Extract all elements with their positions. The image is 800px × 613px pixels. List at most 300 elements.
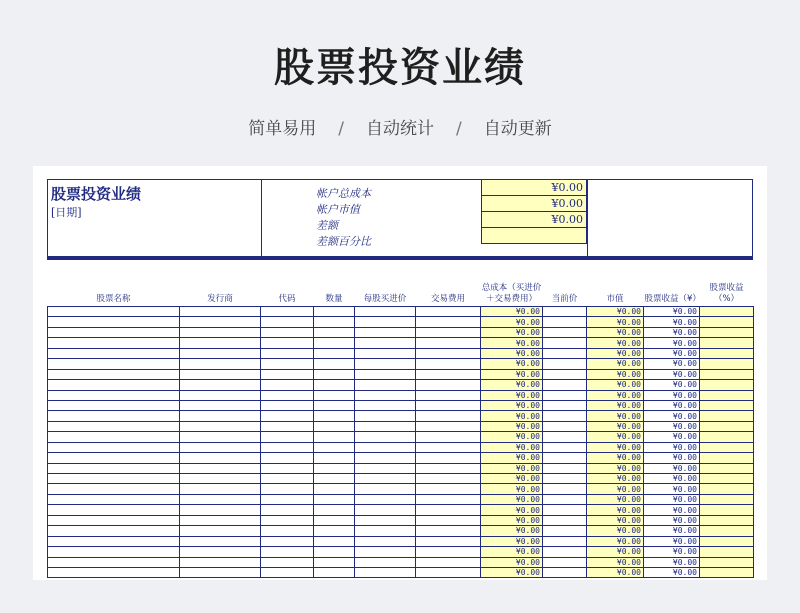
table-cell[interactable] [314,348,355,358]
table-cell[interactable] [314,380,355,390]
table-cell[interactable] [180,317,261,327]
table-cell[interactable] [416,390,481,400]
col-stock-name[interactable]: 股票名称 [48,272,180,307]
table-cell[interactable] [700,484,754,494]
table-cell[interactable] [416,411,481,421]
table-cell[interactable] [314,484,355,494]
table-cell[interactable]: ¥0.00 [644,421,700,431]
table-cell[interactable]: ¥0.00 [587,369,644,379]
table-cell[interactable] [416,442,481,452]
table-cell[interactable] [314,327,355,337]
table-cell[interactable]: ¥0.00 [481,421,543,431]
table-cell[interactable] [355,348,416,358]
table-cell[interactable]: ¥0.00 [587,515,644,525]
value-difference[interactable]: ¥0.00 [481,212,587,228]
table-cell[interactable] [48,317,180,327]
table-cell[interactable] [261,369,314,379]
table-cell[interactable]: ¥0.00 [481,442,543,452]
table-cell[interactable] [261,484,314,494]
table-cell[interactable] [180,557,261,567]
table-cell[interactable]: ¥0.00 [481,348,543,358]
table-cell[interactable] [48,348,180,358]
table-cell[interactable] [700,547,754,557]
table-cell[interactable] [314,505,355,515]
table-cell[interactable] [180,411,261,421]
table-cell[interactable] [700,380,754,390]
table-cell[interactable] [314,474,355,484]
table-cell[interactable] [261,463,314,473]
table-cell[interactable] [261,359,314,369]
table-cell[interactable] [543,338,587,348]
table-cell[interactable] [355,547,416,557]
table-cell[interactable] [261,474,314,484]
table-cell[interactable] [48,474,180,484]
table-cell[interactable] [700,505,754,515]
table-cell[interactable] [180,432,261,442]
table-cell[interactable] [355,338,416,348]
table-cell[interactable]: ¥0.00 [587,348,644,358]
table-cell[interactable] [48,526,180,536]
table-cell[interactable] [261,390,314,400]
table-cell[interactable] [261,421,314,431]
table-cell[interactable] [314,317,355,327]
table-cell[interactable] [416,505,481,515]
table-cell[interactable] [355,317,416,327]
table-cell[interactable] [180,547,261,557]
table-cell[interactable] [261,327,314,337]
table-cell[interactable] [355,390,416,400]
table-cell[interactable] [314,400,355,410]
table-cell[interactable] [180,348,261,358]
table-cell[interactable] [416,526,481,536]
table-cell[interactable]: ¥0.00 [644,505,700,515]
table-cell[interactable] [355,359,416,369]
table-cell[interactable]: ¥0.00 [587,421,644,431]
table-cell[interactable] [180,515,261,525]
table-cell[interactable]: ¥0.00 [587,557,644,567]
table-cell[interactable] [355,567,416,577]
table-cell[interactable]: ¥0.00 [644,432,700,442]
table-cell[interactable]: ¥0.00 [481,474,543,484]
table-cell[interactable] [700,338,754,348]
table-cell[interactable] [543,536,587,546]
table-cell[interactable] [48,307,180,317]
table-cell[interactable] [48,338,180,348]
col-gain-amount[interactable]: 股票收益（¥） [644,272,700,307]
table-cell[interactable]: ¥0.00 [587,526,644,536]
col-gain-percent[interactable]: 股票收益（%） [700,272,754,307]
table-cell[interactable] [700,411,754,421]
table-cell[interactable]: ¥0.00 [481,567,543,577]
table-cell[interactable] [180,567,261,577]
table-cell[interactable] [416,338,481,348]
table-cell[interactable] [700,515,754,525]
col-quantity[interactable]: 数量 [314,272,355,307]
table-cell[interactable] [543,317,587,327]
table-cell[interactable] [314,442,355,452]
table-cell[interactable] [355,380,416,390]
table-cell[interactable] [314,515,355,525]
table-cell[interactable] [355,432,416,442]
table-cell[interactable] [180,526,261,536]
table-cell[interactable]: ¥0.00 [481,327,543,337]
table-cell[interactable] [180,463,261,473]
table-cell[interactable]: ¥0.00 [644,547,700,557]
table-cell[interactable]: ¥0.00 [587,338,644,348]
table-cell[interactable]: ¥0.00 [587,400,644,410]
value-market-value[interactable]: ¥0.00 [481,196,587,212]
table-cell[interactable]: ¥0.00 [587,453,644,463]
table-cell[interactable] [48,567,180,577]
table-cell[interactable] [543,474,587,484]
table-cell[interactable] [314,453,355,463]
table-cell[interactable] [261,453,314,463]
table-cell[interactable] [180,380,261,390]
table-cell[interactable] [543,484,587,494]
table-cell[interactable] [48,421,180,431]
table-cell[interactable]: ¥0.00 [587,474,644,484]
table-cell[interactable]: ¥0.00 [587,547,644,557]
table-cell[interactable] [700,557,754,567]
table-cell[interactable] [355,557,416,567]
table-cell[interactable] [416,474,481,484]
table-cell[interactable] [700,453,754,463]
table-cell[interactable] [314,307,355,317]
table-cell[interactable] [416,307,481,317]
value-total-cost[interactable]: ¥0.00 [481,180,587,196]
table-cell[interactable] [700,494,754,504]
table-cell[interactable] [543,411,587,421]
table-cell[interactable] [355,526,416,536]
table-cell[interactable] [48,547,180,557]
table-cell[interactable]: ¥0.00 [587,359,644,369]
table-cell[interactable] [355,400,416,410]
table-cell[interactable] [48,453,180,463]
table-cell[interactable] [314,547,355,557]
table-cell[interactable] [180,369,261,379]
table-cell[interactable] [314,526,355,536]
table-cell[interactable] [261,526,314,536]
col-market-value[interactable]: 市值 [587,272,644,307]
table-cell[interactable] [543,307,587,317]
table-cell[interactable] [416,327,481,337]
table-cell[interactable]: ¥0.00 [587,307,644,317]
table-cell[interactable] [416,317,481,327]
col-current-price[interactable]: 当前价 [543,272,587,307]
col-buy-price[interactable]: 每股买进价 [355,272,416,307]
table-cell[interactable] [416,400,481,410]
table-cell[interactable] [416,494,481,504]
table-cell[interactable]: ¥0.00 [644,380,700,390]
table-cell[interactable] [261,567,314,577]
table-cell[interactable] [48,442,180,452]
table-cell[interactable] [355,411,416,421]
table-cell[interactable] [700,567,754,577]
table-cell[interactable] [48,411,180,421]
table-cell[interactable]: ¥0.00 [644,369,700,379]
table-cell[interactable]: ¥0.00 [644,317,700,327]
table-cell[interactable] [543,463,587,473]
table-cell[interactable]: ¥0.00 [481,484,543,494]
table-cell[interactable] [355,307,416,317]
table-cell[interactable]: ¥0.00 [587,536,644,546]
table-cell[interactable] [700,536,754,546]
table-cell[interactable] [416,369,481,379]
table-cell[interactable] [261,536,314,546]
table-cell[interactable]: ¥0.00 [481,494,543,504]
table-cell[interactable] [700,400,754,410]
table-cell[interactable]: ¥0.00 [644,453,700,463]
table-cell[interactable] [48,484,180,494]
table-cell[interactable] [416,567,481,577]
table-cell[interactable] [180,536,261,546]
table-cell[interactable] [700,359,754,369]
table-cell[interactable] [543,390,587,400]
table-cell[interactable]: ¥0.00 [587,442,644,452]
table-cell[interactable] [355,484,416,494]
table-cell[interactable] [314,557,355,567]
table-cell[interactable] [180,327,261,337]
table-cell[interactable]: ¥0.00 [587,484,644,494]
table-cell[interactable] [314,338,355,348]
table-cell[interactable]: ¥0.00 [587,494,644,504]
table-cell[interactable]: ¥0.00 [481,359,543,369]
table-cell[interactable]: ¥0.00 [587,380,644,390]
table-cell[interactable]: ¥0.00 [481,515,543,525]
table-cell[interactable]: ¥0.00 [481,369,543,379]
table-cell[interactable]: ¥0.00 [481,536,543,546]
table-cell[interactable]: ¥0.00 [481,390,543,400]
table-cell[interactable] [416,536,481,546]
table-cell[interactable]: ¥0.00 [587,567,644,577]
table-cell[interactable] [261,557,314,567]
table-cell[interactable] [180,338,261,348]
table-cell[interactable] [543,369,587,379]
table-cell[interactable]: ¥0.00 [481,557,543,567]
table-cell[interactable] [700,474,754,484]
table-cell[interactable] [700,432,754,442]
table-cell[interactable] [543,515,587,525]
table-cell[interactable]: ¥0.00 [587,390,644,400]
table-cell[interactable]: ¥0.00 [587,505,644,515]
table-cell[interactable] [314,494,355,504]
table-cell[interactable]: ¥0.00 [644,400,700,410]
table-cell[interactable] [416,453,481,463]
table-cell[interactable] [314,463,355,473]
table-cell[interactable] [180,421,261,431]
table-cell[interactable] [700,390,754,400]
table-cell[interactable] [180,359,261,369]
table-cell[interactable]: ¥0.00 [587,411,644,421]
table-cell[interactable] [700,526,754,536]
table-cell[interactable] [314,390,355,400]
table-cell[interactable] [314,369,355,379]
table-cell[interactable] [180,307,261,317]
table-cell[interactable]: ¥0.00 [644,390,700,400]
table-cell[interactable] [180,505,261,515]
table-cell[interactable] [180,484,261,494]
table-cell[interactable]: ¥0.00 [481,317,543,327]
table-cell[interactable] [261,307,314,317]
table-cell[interactable] [416,463,481,473]
table-cell[interactable] [314,536,355,546]
table-cell[interactable] [416,421,481,431]
table-cell[interactable]: ¥0.00 [644,474,700,484]
table-cell[interactable] [48,494,180,504]
table-cell[interactable]: ¥0.00 [481,526,543,536]
table-cell[interactable] [48,432,180,442]
table-cell[interactable] [543,547,587,557]
table-cell[interactable] [261,400,314,410]
table-cell[interactable] [48,400,180,410]
table-cell[interactable] [416,359,481,369]
table-cell[interactable] [700,369,754,379]
table-cell[interactable]: ¥0.00 [644,515,700,525]
table-cell[interactable] [261,317,314,327]
table-cell[interactable]: ¥0.00 [644,536,700,546]
table-cell[interactable] [355,474,416,484]
table-cell[interactable] [543,327,587,337]
table-cell[interactable] [261,442,314,452]
table-cell[interactable] [355,442,416,452]
table-cell[interactable] [543,380,587,390]
table-cell[interactable] [261,338,314,348]
table-cell[interactable] [700,317,754,327]
table-cell[interactable] [261,411,314,421]
date-cell[interactable]: [日期] [51,206,82,219]
table-cell[interactable] [48,463,180,473]
table-cell[interactable]: ¥0.00 [481,307,543,317]
table-cell[interactable] [416,547,481,557]
table-cell[interactable] [180,442,261,452]
table-cell[interactable]: ¥0.00 [644,411,700,421]
table-cell[interactable] [543,348,587,358]
table-cell[interactable]: ¥0.00 [481,432,543,442]
table-cell[interactable]: ¥0.00 [481,453,543,463]
table-cell[interactable]: ¥0.00 [481,505,543,515]
col-code[interactable]: 代码 [261,272,314,307]
table-cell[interactable]: ¥0.00 [481,338,543,348]
table-cell[interactable]: ¥0.00 [644,359,700,369]
value-difference-percent[interactable] [481,228,587,244]
table-cell[interactable] [700,348,754,358]
table-cell[interactable] [416,484,481,494]
table-cell[interactable]: ¥0.00 [644,484,700,494]
table-cell[interactable] [543,400,587,410]
table-cell[interactable] [543,453,587,463]
table-cell[interactable] [261,505,314,515]
table-cell[interactable] [48,390,180,400]
table-cell[interactable]: ¥0.00 [481,463,543,473]
table-cell[interactable] [355,453,416,463]
table-cell[interactable] [355,327,416,337]
table-cell[interactable] [700,327,754,337]
table-cell[interactable] [314,432,355,442]
col-fee[interactable]: 交易费用 [416,272,481,307]
table-cell[interactable] [700,307,754,317]
table-cell[interactable] [48,359,180,369]
table-cell[interactable] [314,567,355,577]
table-cell[interactable] [180,390,261,400]
table-cell[interactable] [543,526,587,536]
table-cell[interactable] [543,494,587,504]
table-cell[interactable]: ¥0.00 [644,442,700,452]
table-cell[interactable] [48,369,180,379]
table-cell[interactable]: ¥0.00 [481,400,543,410]
table-cell[interactable] [48,327,180,337]
table-cell[interactable] [700,442,754,452]
table-cell[interactable] [48,380,180,390]
table-cell[interactable] [180,474,261,484]
table-cell[interactable] [48,515,180,525]
table-cell[interactable] [355,515,416,525]
table-cell[interactable]: ¥0.00 [644,557,700,567]
table-cell[interactable] [543,442,587,452]
table-cell[interactable]: ¥0.00 [644,526,700,536]
table-cell[interactable]: ¥0.00 [644,307,700,317]
table-cell[interactable] [261,515,314,525]
table-cell[interactable] [416,515,481,525]
table-cell[interactable] [261,547,314,557]
table-cell[interactable]: ¥0.00 [644,567,700,577]
table-cell[interactable]: ¥0.00 [587,327,644,337]
table-cell[interactable]: ¥0.00 [587,432,644,442]
table-cell[interactable]: ¥0.00 [644,327,700,337]
table-cell[interactable] [314,359,355,369]
col-total-cost[interactable]: 总成本（买进价＋交易费用） [481,272,543,307]
table-cell[interactable] [314,421,355,431]
table-cell[interactable] [416,348,481,358]
table-cell[interactable] [261,380,314,390]
table-cell[interactable]: ¥0.00 [481,547,543,557]
table-cell[interactable] [543,567,587,577]
table-cell[interactable] [261,432,314,442]
table-cell[interactable] [416,557,481,567]
table-cell[interactable] [48,536,180,546]
table-cell[interactable] [700,463,754,473]
table-cell[interactable] [261,348,314,358]
table-cell[interactable]: ¥0.00 [481,380,543,390]
table-cell[interactable] [700,421,754,431]
table-cell[interactable] [416,380,481,390]
table-cell[interactable]: ¥0.00 [644,348,700,358]
table-cell[interactable] [314,411,355,421]
table-cell[interactable] [180,400,261,410]
table-cell[interactable] [543,557,587,567]
table-cell[interactable]: ¥0.00 [587,463,644,473]
table-cell[interactable]: ¥0.00 [644,494,700,504]
table-cell[interactable] [48,505,180,515]
table-cell[interactable] [261,494,314,504]
table-cell[interactable] [355,505,416,515]
table-cell[interactable] [543,421,587,431]
table-cell[interactable] [543,359,587,369]
table-cell[interactable] [543,505,587,515]
col-issuer[interactable]: 发行商 [180,272,261,307]
table-cell[interactable] [416,432,481,442]
table-cell[interactable]: ¥0.00 [644,463,700,473]
table-cell[interactable] [355,494,416,504]
table-cell[interactable] [543,432,587,442]
table-cell[interactable]: ¥0.00 [587,317,644,327]
table-cell[interactable] [180,453,261,463]
table-cell[interactable]: ¥0.00 [644,338,700,348]
table-cell[interactable] [355,463,416,473]
table-cell[interactable] [355,369,416,379]
sheet-title[interactable]: 股票投资业绩 [51,185,142,203]
table-cell[interactable] [180,494,261,504]
table-cell[interactable] [355,536,416,546]
